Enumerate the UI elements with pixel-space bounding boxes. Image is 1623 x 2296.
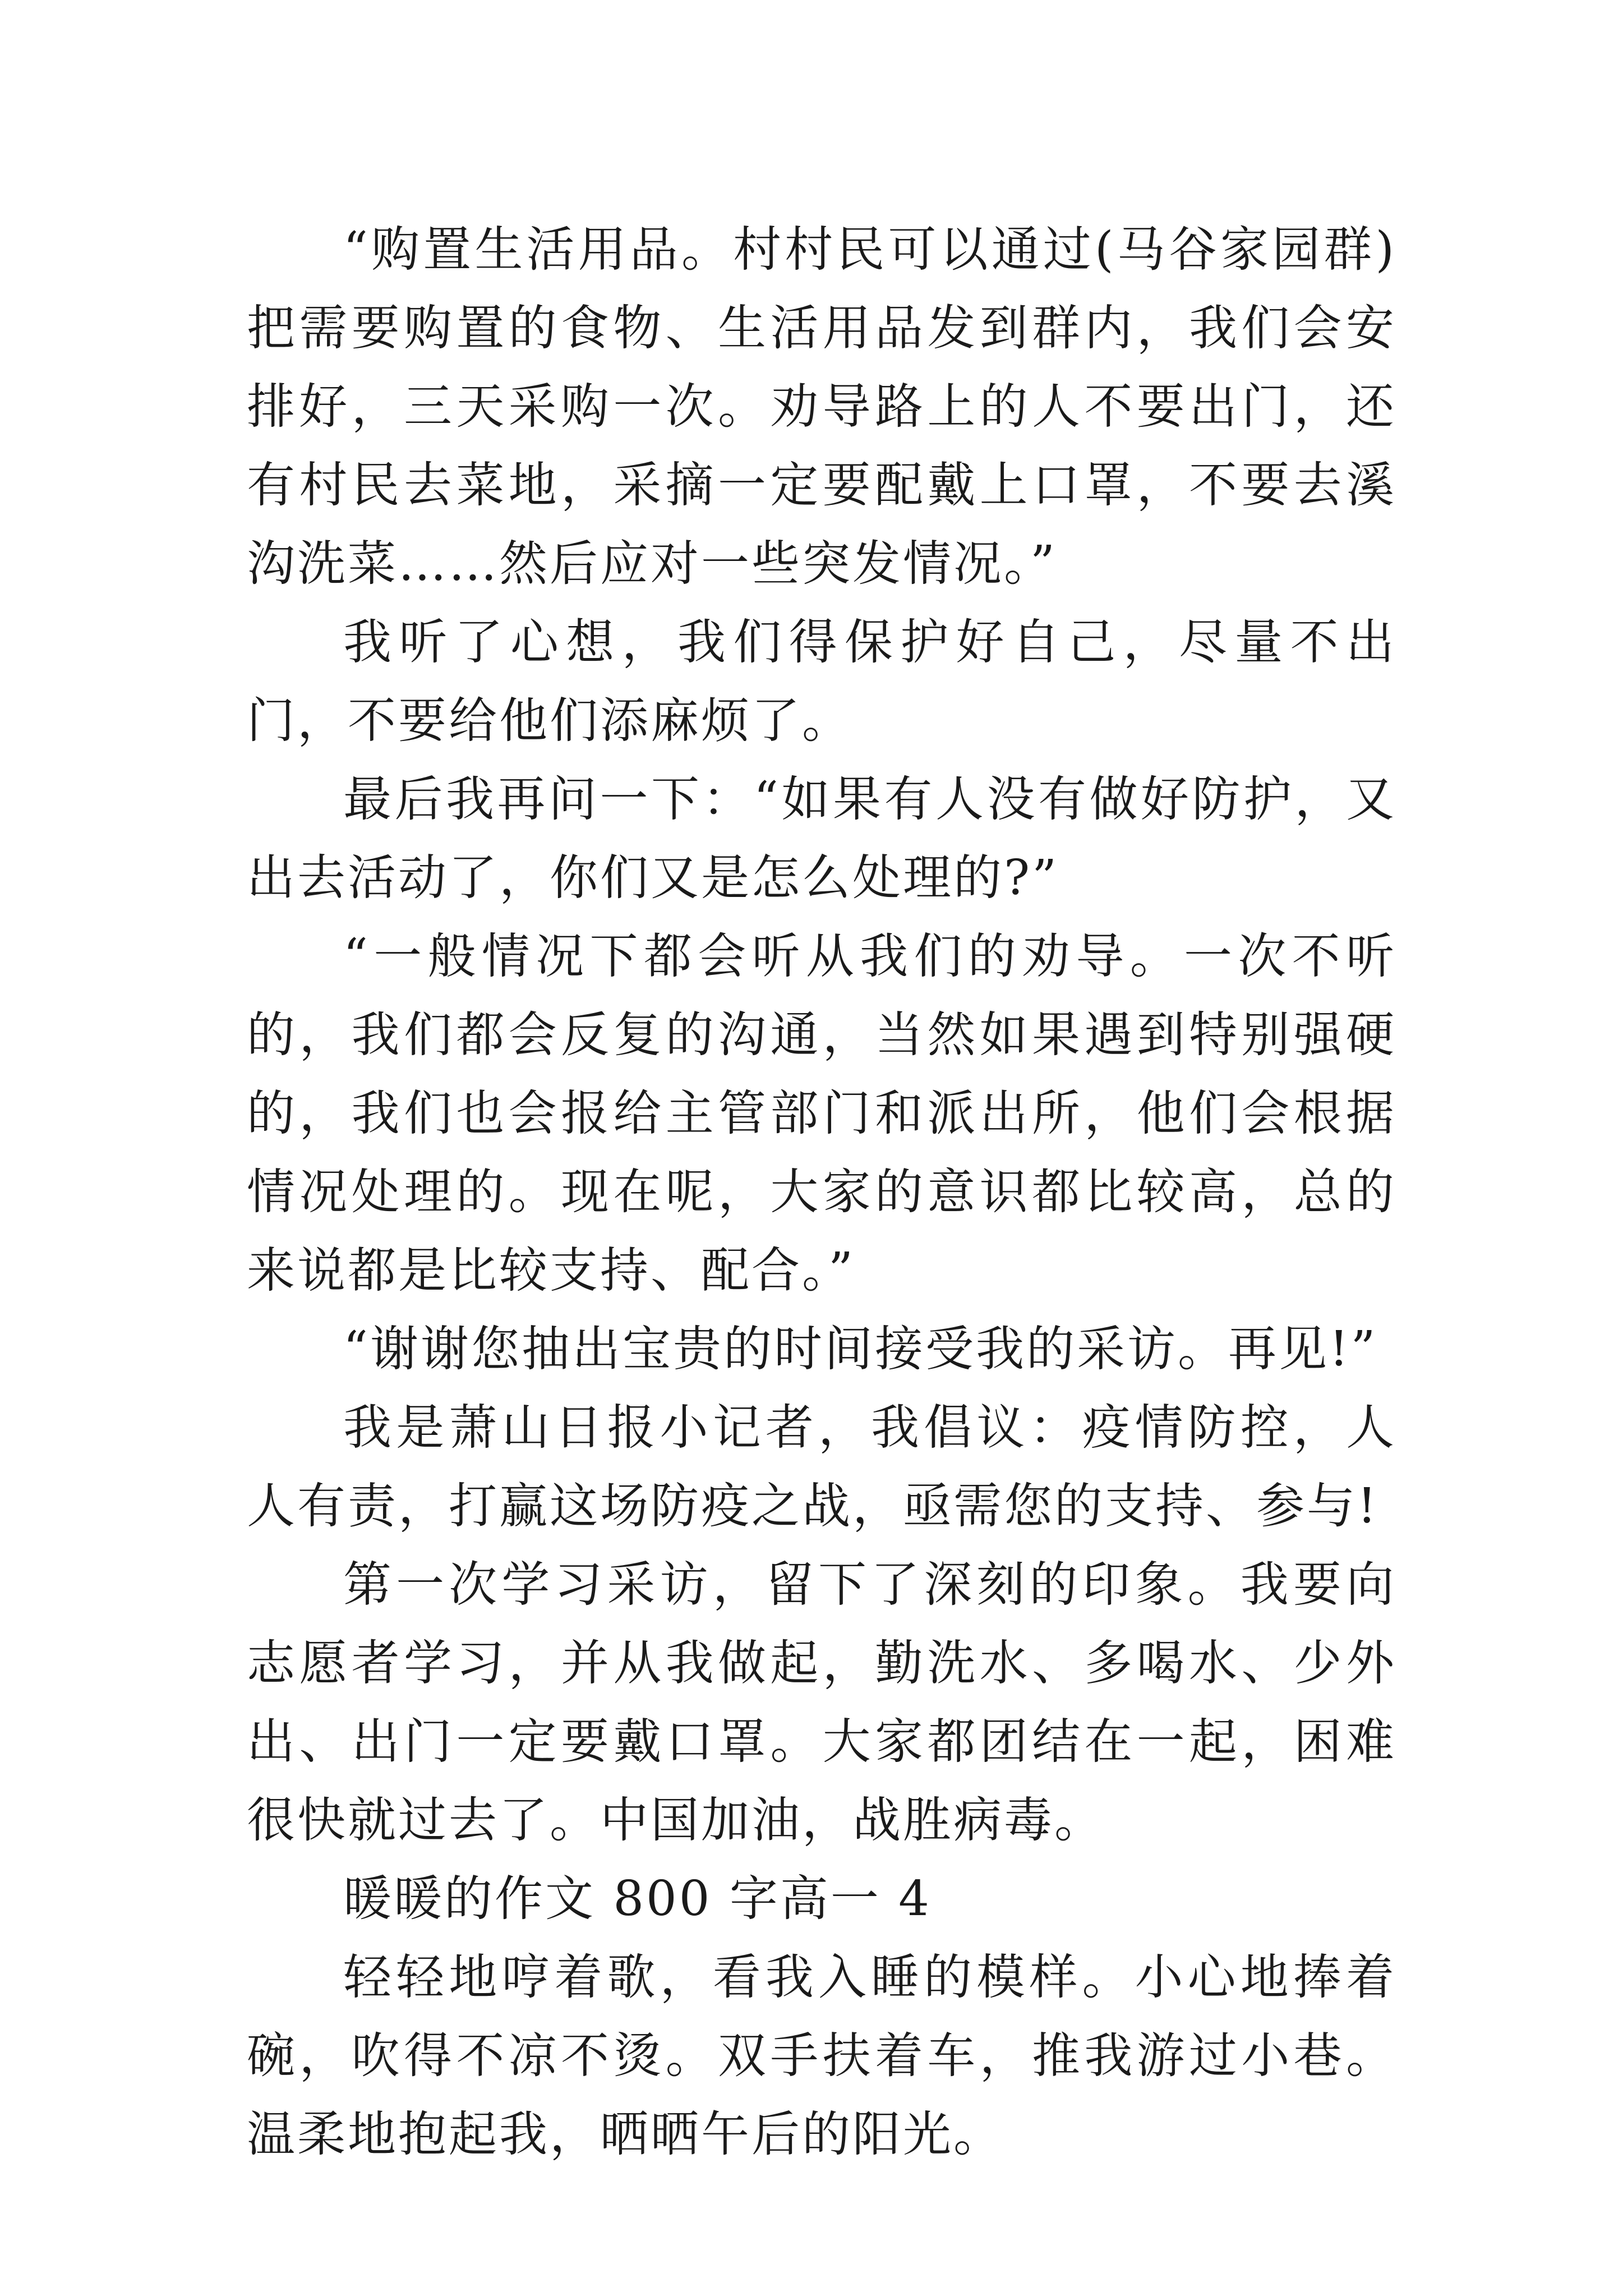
section-heading: 暖暖的作文 800 字高一 4: [343, 1871, 932, 1927]
paragraph-shopping-quote: “购置生活用品。村村民可以通过(马谷家园群)把需要购置的食物、生活用品发到群内，我们会安排好，三天采购一次。劝导路上的人不要出门，还有村民去菜地，采摘一定要配戴上口罩，不要去溪沟洗菜……然后应对一些突发情况。”: [247, 222, 1396, 592]
paragraph-final-question: 最后我再问一下：“如果有人没有做好防护，又出去活动了，你们又是怎么处理的?”: [247, 771, 1396, 906]
paragraph-proposal: 我是萧山日报小记者，我倡议：疫情防控，人人有责，打赢这场防疫之战，亟需您的支持、参与!: [247, 1400, 1396, 1534]
paragraph-thanks: “谢谢您抽出宝贵的时间接受我的采访。再见!”: [343, 1321, 1378, 1377]
paragraph-essay-opening: 轻轻地哼着歌，看我入睡的模样。小心地捧着碗，吹得不凉不烫。双手扶着车，推我游过小巷。温柔地抱起我，晒晒午后的阳光。: [247, 1949, 1396, 2162]
document-body: [247, 210, 1396, 2174]
paragraph-reflection: 我听了心想，我们得保护好自己，尽量不出门，不要给他们添麻烦了。: [247, 614, 1396, 749]
paragraph-answer: “一般情况下都会听从我们的劝导。一次不听的，我们都会反复的沟通，当然如果遇到特别强硬的，我们也会报给主管部门和派出所，他们会根据情况处理的。现在呢，大家的意识都比较高，总的来说都是比较支持、配合。”: [247, 928, 1396, 1299]
paragraph-conclusion: 第一次学习采访，留下了深刻的印象。我要向志愿者学习，并从我做起，勤洗水、多喝水、少外出、出门一定要戴口罩。大家都团结在一起，困难很快就过去了。中国加油，战胜病毒。: [247, 1557, 1396, 1848]
